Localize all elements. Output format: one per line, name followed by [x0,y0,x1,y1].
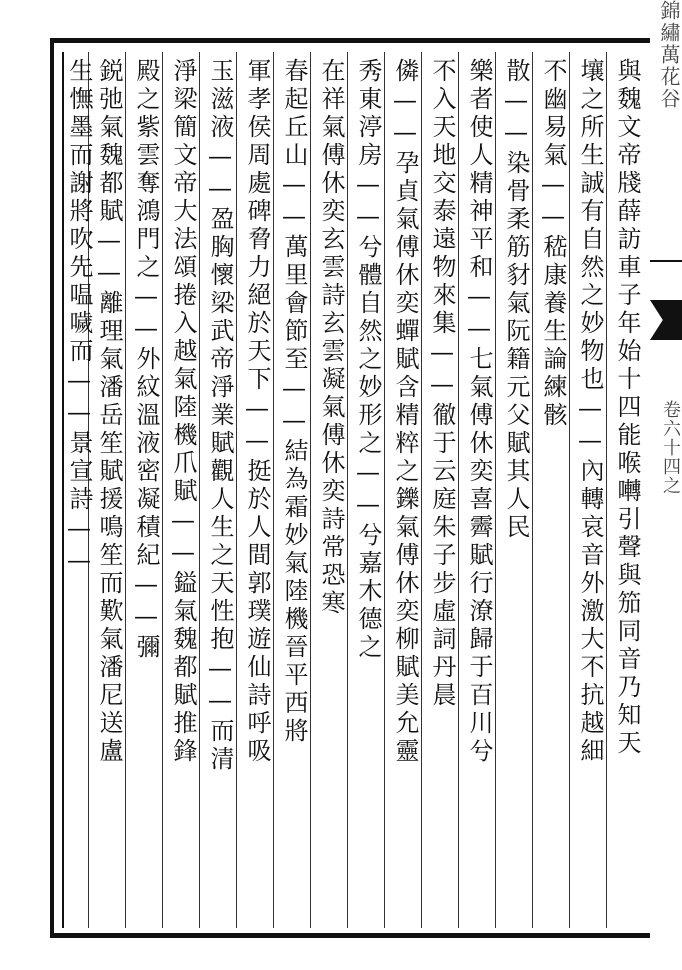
column-divider [569,52,570,928]
column-divider [606,52,607,928]
column-divider [199,52,200,928]
text-column-4: 散——染骨柔筋豺氣阮籍元父賦其人民 [502,58,530,542]
column-divider [125,52,126,928]
text-column-3: 不幽易氣——嵇康養生論練骸 [539,58,567,430]
text-column-1: 與魏文帝牋薛訪車子年始十四能喉囀引聲與笳同音乃知天 [613,58,641,758]
text-column-16: 生憮墨而謝將吹先嗢噦而——景宣詩—— [65,58,93,578]
text-column-10: 春起丘山——萬里會節至——結為霜妙氣陸機晉平西將 [280,58,308,746]
column-divider [384,52,385,928]
margin-volume-label: 卷六十四之 [660,400,681,495]
text-column-13: 淨梁簡文帝大法頌捲入越氣陸機爪賦——鎰氣魏都賦推鋒 [169,58,197,766]
column-divider [495,52,496,928]
column-divider [236,52,237,928]
margin-title: 錦繡萬花谷 [657,0,681,110]
text-column-5: 樂者使人精神平和——七氣傅休奕喜霽賦行潦歸于百川兮 [465,58,493,766]
text-column-8: 秀東渟房——兮體自然之妙形之——兮嘉木德之 [354,58,382,662]
text-column-12: 玉滋液——盈胸懷梁武帝淨業賦觀人生之天性抱——而清 [206,58,234,774]
column-divider [347,52,348,928]
text-column-2: 壤之所生誠有自然之妙物也——內轉哀音外激大不抗越細 [576,58,604,766]
column-divider [458,52,459,928]
text-column-15: 鋭弛氣魏都賦——離理氣潘岳笙賦援鳴笙而歎氣潘尼送盧 [95,58,123,766]
column-divider [421,52,422,928]
text-column-11: 軍孝侯周處碑脅力絕於天下——挺於人間郭璞遊仙詩呼吸 [243,58,271,766]
text-column-6: 不入天地交泰遠物來集——徹于云庭朱子步虛詞丹晨 [428,58,456,710]
text-column-14: 殿之紫雲奪鴻門之——外紋溫液密凝積紀——彌 [132,58,160,662]
column-divider [273,52,274,928]
text-column-7: 僯——孕貞氣傅休奕蟬賦含精粹之鑠氣傅休奕柳賦美允靈 [391,58,419,766]
text-column-9: 在祥氣傅休奕玄雲詩玄雲凝氣傅休奕詩常恐寒 [317,58,345,618]
column-divider [310,52,311,928]
column-divider [162,52,163,928]
spine-rule [650,260,682,262]
column-divider [532,52,533,928]
